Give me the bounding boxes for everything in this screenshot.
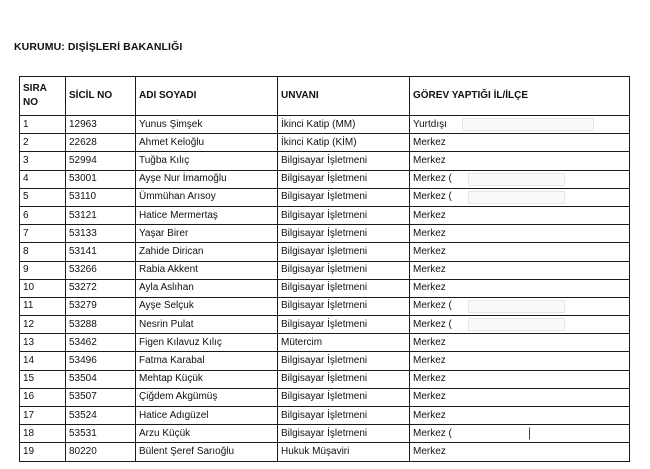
table-row (20, 152, 630, 170)
cell-registry: 53496 (66, 352, 136, 370)
table-row (20, 297, 630, 315)
cell-title: Bilgisayar İşletmeni (278, 297, 410, 315)
cell-name: Rabia Akkent (136, 261, 278, 279)
cell-name: Bülent Şeref Sarıoğlu (136, 443, 278, 461)
cell-duty: Merkez ( (410, 425, 630, 443)
cell-name: Ahmet Keloğlu (136, 134, 278, 152)
table-row (20, 188, 630, 206)
cell-registry: 53141 (66, 243, 136, 261)
cell-duty: Merkez (410, 388, 630, 406)
cell-name: Nesrin Pulat (136, 316, 278, 334)
table-row (20, 134, 630, 152)
cell-title: İkinci Katip (MM) (278, 116, 410, 134)
cell-duty: Merkez (410, 279, 630, 297)
cell-registry: 80220 (66, 443, 136, 461)
cell-name: Figen Kılavuz Kılıç (136, 334, 278, 352)
cell-title: Bilgisayar İşletmeni (278, 407, 410, 425)
table-row (20, 279, 630, 297)
header-registry: SİCİL NO (66, 77, 136, 116)
table-row (20, 425, 630, 443)
cell-no: 14 (20, 352, 66, 370)
cell-registry: 53110 (66, 188, 136, 206)
cell-registry: 12963 (66, 116, 136, 134)
redaction-mark (468, 300, 565, 313)
cell-name: Mehtap Küçük (136, 370, 278, 388)
personnel-table (19, 76, 630, 462)
cell-registry: 53272 (66, 279, 136, 297)
cell-registry: 52994 (66, 152, 136, 170)
cell-registry: 53266 (66, 261, 136, 279)
cell-title: Bilgisayar İşletmeni (278, 279, 410, 297)
cell-title: Bilgisayar İşletmeni (278, 152, 410, 170)
cell-name: Ümmühan Arısoy (136, 188, 278, 206)
cell-registry: 53279 (66, 297, 136, 315)
cell-no: 19 (20, 443, 66, 461)
cell-duty: Merkez ( (410, 316, 630, 334)
table-row (20, 334, 630, 352)
table-row (20, 388, 630, 406)
cell-registry: 53121 (66, 206, 136, 224)
cell-title: Bilgisayar İşletmeni (278, 243, 410, 261)
cell-title: İkinci Katip (KİM) (278, 134, 410, 152)
cell-title: Bilgisayar İşletmeni (278, 388, 410, 406)
redaction-mark (462, 118, 594, 131)
cell-name: Ayla Aslıhan (136, 279, 278, 297)
cell-no: 2 (20, 134, 66, 152)
cell-registry: 53288 (66, 316, 136, 334)
cell-name: Fatma Karabal (136, 352, 278, 370)
cell-name: Zahide Dirican (136, 243, 278, 261)
cell-no: 7 (20, 225, 66, 243)
cell-duty: Merkez (410, 206, 630, 224)
cell-duty: Yurtdışı (410, 116, 630, 134)
cell-no: 15 (20, 370, 66, 388)
cell-no: 6 (20, 206, 66, 224)
redaction-mark (468, 191, 565, 204)
table-row (20, 443, 630, 461)
cell-title: Bilgisayar İşletmeni (278, 225, 410, 243)
table-row (20, 407, 630, 425)
cell-registry: 53462 (66, 334, 136, 352)
cell-title: Bilgisayar İşletmeni (278, 352, 410, 370)
cell-title: Bilgisayar İşletmeni (278, 170, 410, 188)
redaction-mark (468, 173, 565, 186)
cell-registry: 53001 (66, 170, 136, 188)
table-row (20, 243, 630, 261)
cell-no: 4 (20, 170, 66, 188)
cell-name: Yaşar Birer (136, 225, 278, 243)
cell-registry: 53524 (66, 407, 136, 425)
cell-name: Arzu Küçük (136, 425, 278, 443)
cell-duty: Merkez (410, 152, 630, 170)
cell-registry: 53531 (66, 425, 136, 443)
table-row (20, 206, 630, 224)
cell-title: Mütercim (278, 334, 410, 352)
cell-name: Hatice Adıgüzel (136, 407, 278, 425)
cell-title: Bilgisayar İşletmeni (278, 425, 410, 443)
table-body (20, 116, 630, 462)
header-duty: GÖREV YAPTIĞI İL/İLÇE (410, 77, 630, 116)
cell-name: Hatice Mermertaş (136, 206, 278, 224)
table-row (20, 316, 630, 334)
cell-no: 10 (20, 279, 66, 297)
cell-duty: Merkez (410, 225, 630, 243)
cell-duty: Merkez ( (410, 188, 630, 206)
cell-no: 16 (20, 388, 66, 406)
cell-registry: 22628 (66, 134, 136, 152)
redaction-mark (468, 318, 565, 331)
cell-name: Ayşe Selçuk (136, 297, 278, 315)
redaction-mark (468, 427, 530, 440)
cell-no: 8 (20, 243, 66, 261)
cell-duty: Merkez ( (410, 170, 630, 188)
cell-registry: 53507 (66, 388, 136, 406)
cell-name: Tuğba Kılıç (136, 152, 278, 170)
table-row (20, 370, 630, 388)
cell-duty: Merkez (410, 407, 630, 425)
header-name: ADI SOYADI (136, 77, 278, 116)
cell-no: 5 (20, 188, 66, 206)
cell-duty: Merkez (410, 370, 630, 388)
cell-duty: Merkez (410, 443, 630, 461)
cell-title: Hukuk Müşaviri (278, 443, 410, 461)
cell-title: Bilgisayar İşletmeni (278, 261, 410, 279)
cell-name: Ayşe Nur İmamoğlu (136, 170, 278, 188)
cell-name: Çiğdem Akgümüş (136, 388, 278, 406)
cell-title: Bilgisayar İşletmeni (278, 188, 410, 206)
cell-title: Bilgisayar İşletmeni (278, 316, 410, 334)
cell-registry: 53504 (66, 370, 136, 388)
cell-no: 1 (20, 116, 66, 134)
table-row (20, 225, 630, 243)
cell-registry: 53133 (66, 225, 136, 243)
cell-duty: Merkez ( (410, 297, 630, 315)
cell-duty: Merkez (410, 243, 630, 261)
table-row (20, 352, 630, 370)
cell-title: Bilgisayar İşletmeni (278, 206, 410, 224)
cell-no: 17 (20, 407, 66, 425)
cell-no: 13 (20, 334, 66, 352)
cell-duty: Merkez (410, 134, 630, 152)
cell-no: 3 (20, 152, 66, 170)
cell-no: 18 (20, 425, 66, 443)
table-row (20, 261, 630, 279)
header-no: SIRA NO (20, 77, 66, 116)
cell-name: Yunus Şimşek (136, 116, 278, 134)
cell-no: 11 (20, 297, 66, 315)
cell-duty: Merkez (410, 261, 630, 279)
table-row (20, 116, 630, 134)
institution-label: KURUMU: DIŞİŞLERİ BAKANLIĞI (14, 41, 183, 53)
cell-title: Bilgisayar İşletmeni (278, 370, 410, 388)
cell-duty: Merkez (410, 334, 630, 352)
cell-duty: Merkez (410, 352, 630, 370)
cell-no: 12 (20, 316, 66, 334)
cell-no: 9 (20, 261, 66, 279)
table-row (20, 170, 630, 188)
table-header-row (20, 77, 630, 116)
header-title: UNVANI (278, 77, 410, 116)
